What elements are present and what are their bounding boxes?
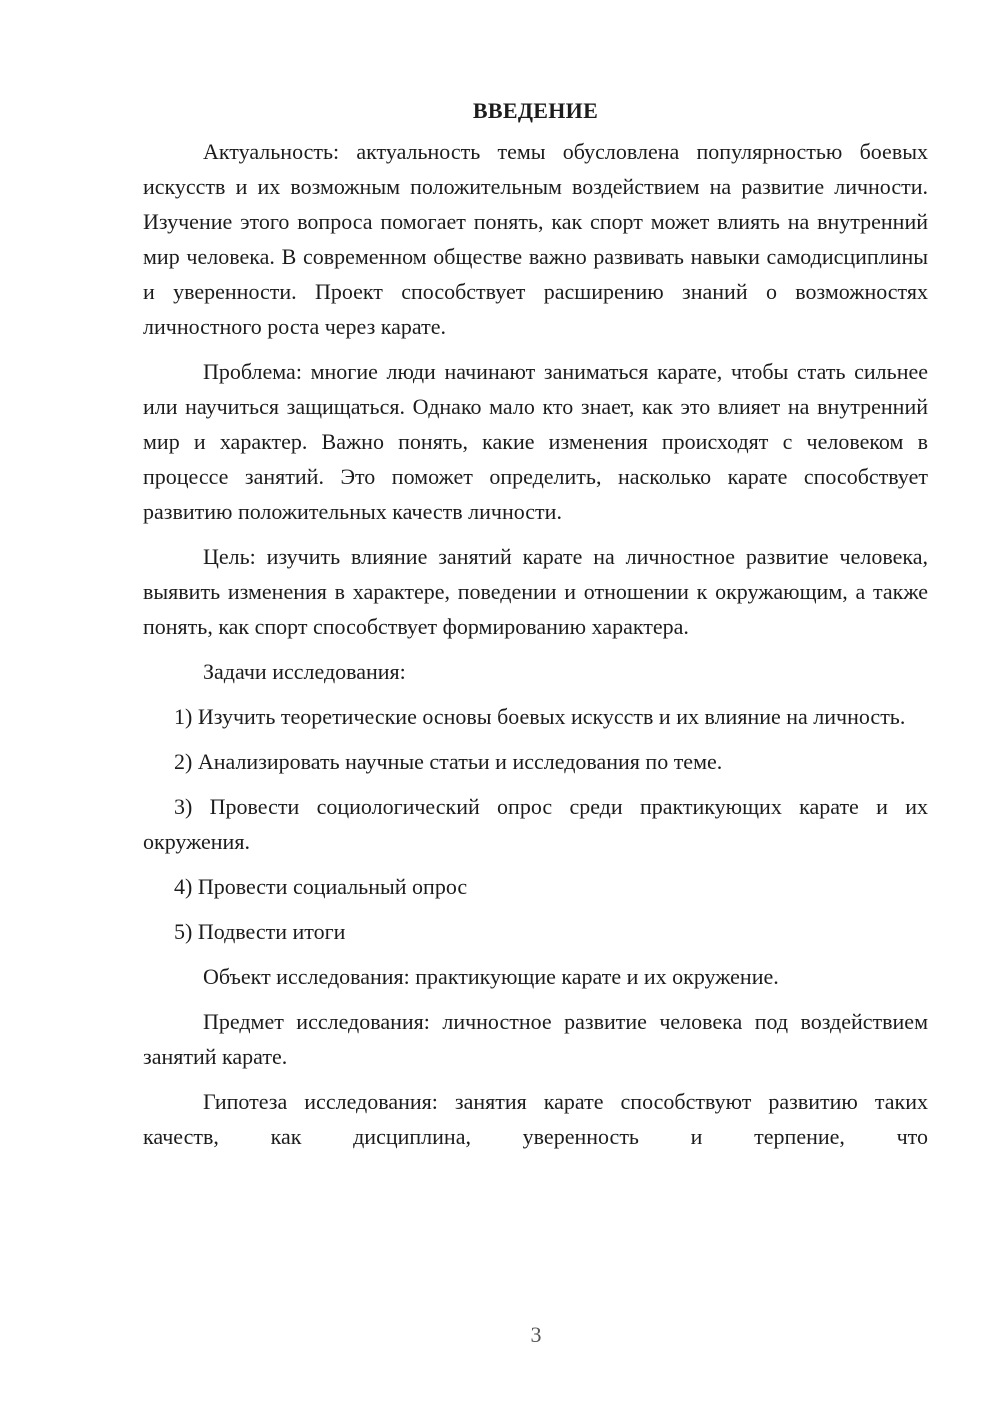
section-heading: ВВЕДЕНИЕ bbox=[472, 98, 599, 123]
paragraph-relevance: Актуальность: актуальность темы обусловлена популярностью боевых искусств и их возможным положительным воздействием на развитие личности. Изучение этого вопроса помогает понять, как спорт может влиять на внутренний мир человека. В современном обществе важно развивать навыки самодисциплины и уверенности. Проект способствует расширению знаний о возможностях личностного роста через карате. bbox=[143, 139, 928, 339]
paragraph-tasks-heading: Задачи исследования: bbox=[203, 659, 406, 684]
paragraph-subject: Предмет исследования: личностное развитие человека под воздействием занятий карате. bbox=[143, 1009, 928, 1069]
paragraph-problem: Проблема: многие люди начинают заниматься карате, чтобы стать сильнее или научиться защищаться. Однако мало кто знает, как это влияет на внутренний мир и характер. Важно понять, какие изменения происходят с человеком в процессе занятий. Это поможет определить, насколько карате способствует развитию положительных качеств личности. bbox=[143, 359, 928, 524]
paragraph-hypothesis: Гипотеза исследования: занятия карате способствуют развитию таких качеств, как дисциплина, уверенность и терпение, что bbox=[143, 1089, 928, 1149]
document-page bbox=[143, 90, 928, 1154]
task-item-5: 5) Подвести итоги bbox=[174, 919, 346, 944]
task-item-4: 4) Провести социальный опрос bbox=[174, 874, 468, 899]
task-item-2: 2) Анализировать научные статьи и исследования по теме. bbox=[174, 749, 723, 774]
paragraph-object: Объект исследования: практикующие карате и их окружение. bbox=[203, 964, 779, 989]
page-number: 3 bbox=[530, 1322, 542, 1347]
paragraph-goal: Цель: изучить влияние занятий карате на личностное развитие человека, выявить изменения в характере, поведении и отношении к окружающим, а также понять, как спорт способствует формированию характера. bbox=[143, 544, 928, 639]
task-item-1: 1) Изучить теоретические основы боевых искусств и их влияние на личность. bbox=[174, 704, 906, 729]
task-item-3: 3) Провести социологический опрос среди практикующих карате и их окружения. bbox=[143, 794, 928, 854]
